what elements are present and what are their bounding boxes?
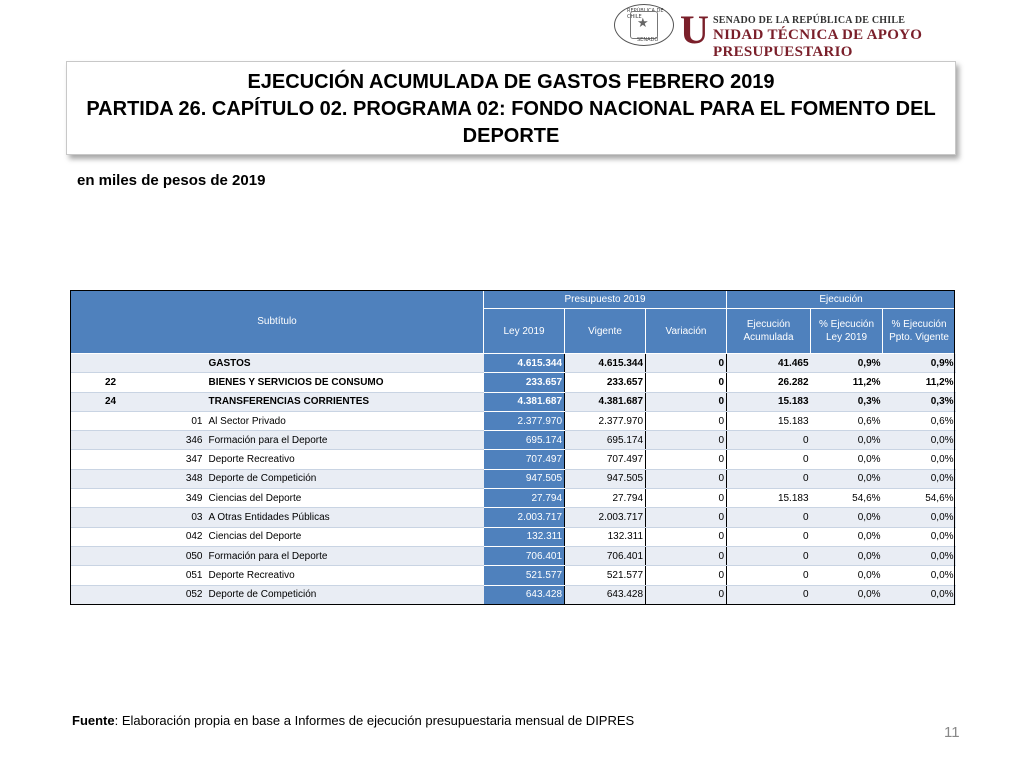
cell-c1 bbox=[71, 566, 151, 585]
cell-ejec: 26.282 bbox=[727, 373, 811, 392]
cell-pct-ley: 0,0% bbox=[811, 546, 883, 565]
cell-vigente: 706.401 bbox=[565, 546, 646, 565]
cell-variacion: 0 bbox=[646, 585, 727, 604]
cell-variacion: 0 bbox=[646, 527, 727, 546]
cell-pct-vig: 0,0% bbox=[883, 431, 956, 450]
cell-ejec: 15.183 bbox=[727, 489, 811, 508]
cell-pct-ley: 0,0% bbox=[811, 450, 883, 469]
cell-pct-ley: 0,6% bbox=[811, 411, 883, 430]
cell-pct-ley: 0,9% bbox=[811, 354, 883, 373]
cell-pct-ley: 54,6% bbox=[811, 489, 883, 508]
cell-ley: 2.003.717 bbox=[484, 508, 565, 527]
title-line-1: EJECUCIÓN ACUMULADA DE GASTOS FEBRERO 2019 bbox=[247, 71, 775, 93]
cell-variacion: 0 bbox=[646, 411, 727, 430]
cell-ejec: 0 bbox=[727, 585, 811, 604]
cell-ejec: 15.183 bbox=[727, 411, 811, 430]
cell-name: Deporte Recreativo bbox=[209, 566, 484, 585]
cell-pct-ley: 0,0% bbox=[811, 431, 883, 450]
cell-name: GASTOS bbox=[209, 354, 484, 373]
cell-vigente: 132.311 bbox=[565, 527, 646, 546]
cell-c1 bbox=[71, 411, 151, 430]
cell-name: Deporte Recreativo bbox=[209, 450, 484, 469]
cell-vigente: 2.003.717 bbox=[565, 508, 646, 527]
cell-variacion: 0 bbox=[646, 354, 727, 373]
unit-logo-initial: U bbox=[680, 7, 709, 52]
table-row bbox=[71, 585, 956, 604]
seal-bottom-text: SENADO bbox=[637, 37, 659, 43]
cell-pct-ley: 0,3% bbox=[811, 392, 883, 411]
cell-c1 bbox=[71, 489, 151, 508]
cell-c2: 349 bbox=[151, 489, 209, 508]
cell-vigente: 4.381.687 bbox=[565, 392, 646, 411]
cell-variacion: 0 bbox=[646, 546, 727, 565]
table-row bbox=[71, 508, 956, 527]
cell-ejec: 0 bbox=[727, 508, 811, 527]
table-row bbox=[71, 546, 956, 565]
cell-pct-ley: 0,0% bbox=[811, 527, 883, 546]
cell-variacion: 0 bbox=[646, 373, 727, 392]
cell-ejec: 0 bbox=[727, 566, 811, 585]
table-row bbox=[71, 431, 956, 450]
cell-ejec: 0 bbox=[727, 469, 811, 488]
cell-pct-vig: 0,6% bbox=[883, 411, 956, 430]
cell-ejec: 41.465 bbox=[727, 354, 811, 373]
cell-pct-vig: 0,0% bbox=[883, 469, 956, 488]
cell-ejec: 0 bbox=[727, 527, 811, 546]
header-pct-ley: % Ejecución Ley 2019 bbox=[811, 309, 883, 354]
cell-variacion: 0 bbox=[646, 469, 727, 488]
cell-name: Al Sector Privado bbox=[209, 411, 484, 430]
cell-ley: 4.381.687 bbox=[484, 392, 565, 411]
cell-c1 bbox=[71, 585, 151, 604]
cell-pct-vig: 0,0% bbox=[883, 508, 956, 527]
cell-ejec: 15.183 bbox=[727, 392, 811, 411]
cell-c1 bbox=[71, 431, 151, 450]
source-footer bbox=[72, 713, 634, 728]
cell-c1 bbox=[71, 527, 151, 546]
cell-c2: 346 bbox=[151, 431, 209, 450]
unit-logo-line2: NIDAD TÉCNICA DE APOYO PRESUPUESTARIO bbox=[713, 27, 923, 60]
unit-logo bbox=[680, 7, 1020, 60]
title-line-2: PARTIDA 26. CAPÍTULO 02. PROGRAMA 02: FONDO NACIONAL PARA EL FOMENTO DEL bbox=[86, 98, 936, 120]
cell-c1 bbox=[71, 354, 151, 373]
cell-name: Deporte de Competición bbox=[209, 585, 484, 604]
cell-vigente: 643.428 bbox=[565, 585, 646, 604]
cell-ley: 233.657 bbox=[484, 373, 565, 392]
cell-ley: 132.311 bbox=[484, 527, 565, 546]
cell-c1: 24 bbox=[71, 392, 151, 411]
table-row bbox=[71, 411, 956, 430]
cell-pct-vig: 0,9% bbox=[883, 354, 956, 373]
cell-c2 bbox=[151, 373, 209, 392]
units-subtitle: en miles de pesos de 2019 bbox=[77, 172, 266, 189]
cell-ejec: 0 bbox=[727, 450, 811, 469]
senate-seal-logo bbox=[614, 4, 674, 46]
cell-vigente: 707.497 bbox=[565, 450, 646, 469]
cell-ley: 947.505 bbox=[484, 469, 565, 488]
cell-c2 bbox=[151, 354, 209, 373]
cell-c2: 042 bbox=[151, 527, 209, 546]
cell-ejec: 0 bbox=[727, 546, 811, 565]
cell-c2: 347 bbox=[151, 450, 209, 469]
cell-ley: 521.577 bbox=[484, 566, 565, 585]
cell-c2: 050 bbox=[151, 546, 209, 565]
header-variacion: Variación bbox=[646, 309, 727, 354]
cell-pct-vig: 0,0% bbox=[883, 527, 956, 546]
cell-name: TRANSFERENCIAS CORRIENTES bbox=[209, 392, 484, 411]
table-row bbox=[71, 527, 956, 546]
cell-ley: 27.794 bbox=[484, 489, 565, 508]
shield-icon bbox=[630, 11, 658, 39]
source-label: Fuente bbox=[72, 713, 115, 728]
cell-pct-vig: 0,0% bbox=[883, 585, 956, 604]
header-presupuesto-group: Presupuesto 2019 bbox=[484, 290, 727, 309]
header-ejecucion-group: Ejecución bbox=[727, 290, 956, 309]
cell-pct-ley: 0,0% bbox=[811, 508, 883, 527]
cell-pct-vig: 0,0% bbox=[883, 566, 956, 585]
cell-c2 bbox=[151, 392, 209, 411]
source-text: : Elaboración propia en base a Informes de ejecución presupuestaria mensual de DIPRES bbox=[114, 713, 635, 728]
cell-name: Formación para el Deporte bbox=[209, 431, 484, 450]
cell-variacion: 0 bbox=[646, 508, 727, 527]
cell-pct-ley: 11,2% bbox=[811, 373, 883, 392]
cell-ley: 4.615.344 bbox=[484, 354, 565, 373]
cell-c2: 01 bbox=[151, 411, 209, 430]
page-number: 11 bbox=[944, 724, 960, 741]
cell-ley: 707.497 bbox=[484, 450, 565, 469]
cell-c1 bbox=[71, 546, 151, 565]
cell-name: Deporte de Competición bbox=[209, 469, 484, 488]
cell-c1 bbox=[71, 469, 151, 488]
cell-variacion: 0 bbox=[646, 489, 727, 508]
cell-c1 bbox=[71, 508, 151, 527]
table-row bbox=[71, 392, 956, 411]
cell-variacion: 0 bbox=[646, 450, 727, 469]
header-subtitulo: Subtítulo bbox=[71, 290, 484, 354]
cell-pct-ley: 0,0% bbox=[811, 566, 883, 585]
cell-vigente: 2.377.970 bbox=[565, 411, 646, 430]
header-ejecucion-acumulada: Ejecución Acumulada bbox=[727, 309, 811, 354]
cell-pct-vig: 0,0% bbox=[883, 546, 956, 565]
cell-ley: 643.428 bbox=[484, 585, 565, 604]
cell-variacion: 0 bbox=[646, 566, 727, 585]
cell-c2: 052 bbox=[151, 585, 209, 604]
cell-ley: 695.174 bbox=[484, 431, 565, 450]
seal-top-text: REPÚBLICA DE CHILE bbox=[627, 8, 664, 20]
cell-name: Ciencias del Deporte bbox=[209, 489, 484, 508]
cell-pct-ley: 0,0% bbox=[811, 585, 883, 604]
cell-name: Ciencias del Deporte bbox=[209, 527, 484, 546]
cell-vigente: 233.657 bbox=[565, 373, 646, 392]
table-row bbox=[71, 373, 956, 392]
table-row bbox=[71, 450, 956, 469]
header-ley: Ley 2019 bbox=[484, 309, 565, 354]
cell-pct-vig: 0,0% bbox=[883, 450, 956, 469]
cell-pct-ley: 0,0% bbox=[811, 469, 883, 488]
cell-c2: 051 bbox=[151, 566, 209, 585]
cell-c1: 22 bbox=[71, 373, 151, 392]
cell-ley: 2.377.970 bbox=[484, 411, 565, 430]
table-row bbox=[71, 354, 956, 373]
table-row bbox=[71, 489, 956, 508]
cell-variacion: 0 bbox=[646, 431, 727, 450]
cell-pct-vig: 54,6% bbox=[883, 489, 956, 508]
cell-ejec: 0 bbox=[727, 431, 811, 450]
cell-pct-vig: 11,2% bbox=[883, 373, 956, 392]
cell-c2: 03 bbox=[151, 508, 209, 527]
table-row bbox=[71, 566, 956, 585]
budget-table bbox=[70, 290, 956, 605]
table-row bbox=[71, 469, 956, 488]
cell-vigente: 521.577 bbox=[565, 566, 646, 585]
cell-vigente: 27.794 bbox=[565, 489, 646, 508]
cell-vigente: 947.505 bbox=[565, 469, 646, 488]
title-box bbox=[66, 61, 956, 155]
cell-ley: 706.401 bbox=[484, 546, 565, 565]
cell-pct-vig: 0,3% bbox=[883, 392, 956, 411]
header-vigente: Vigente bbox=[565, 309, 646, 354]
title-line-3: DEPORTE bbox=[462, 125, 560, 147]
cell-name: BIENES Y SERVICIOS DE CONSUMO bbox=[209, 373, 484, 392]
cell-c2: 348 bbox=[151, 469, 209, 488]
cell-name: Formación para el Deporte bbox=[209, 546, 484, 565]
cell-c1 bbox=[71, 450, 151, 469]
cell-vigente: 695.174 bbox=[565, 431, 646, 450]
cell-vigente: 4.615.344 bbox=[565, 354, 646, 373]
cell-name: A Otras Entidades Públicas bbox=[209, 508, 484, 527]
unit-logo-line1: SENADO DE LA REPÚBLICA DE CHILE bbox=[713, 15, 906, 26]
cell-variacion: 0 bbox=[646, 392, 727, 411]
header-pct-vigente: % Ejecución Ppto. Vigente bbox=[883, 309, 956, 354]
